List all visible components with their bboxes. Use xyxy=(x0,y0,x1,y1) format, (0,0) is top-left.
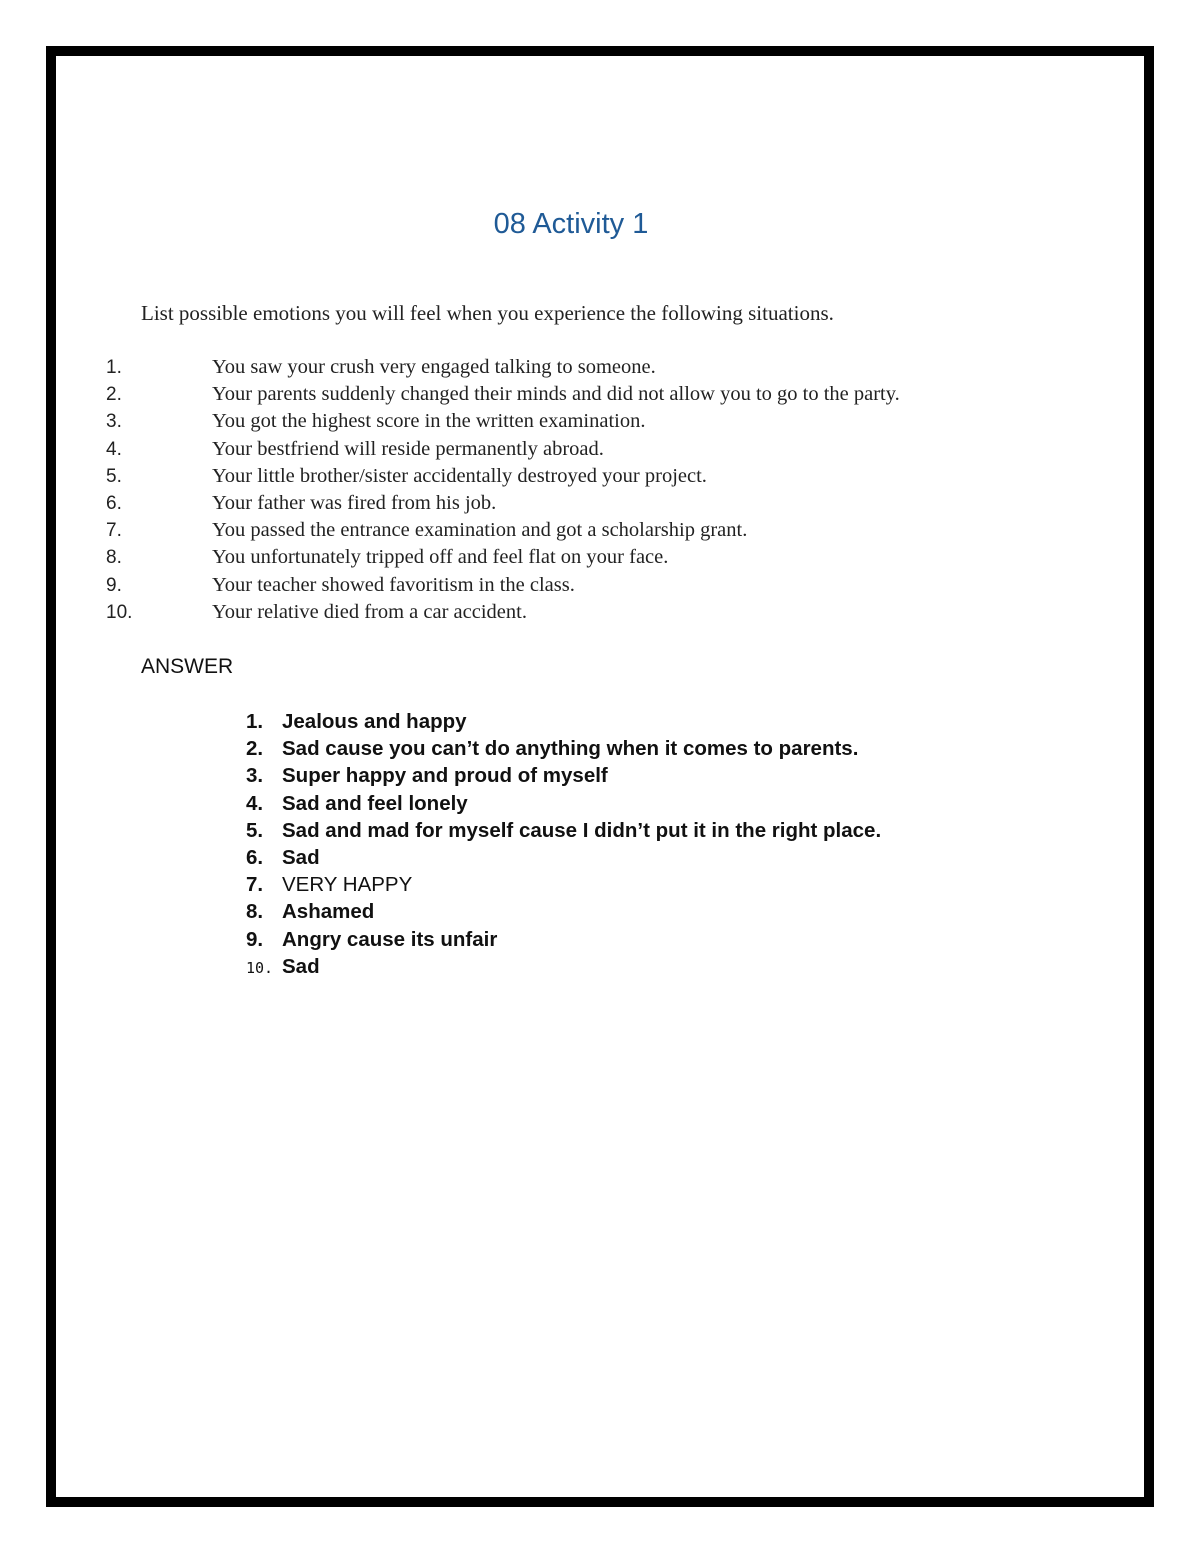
answer-number: 2. xyxy=(246,737,264,761)
situation-number: 1. xyxy=(106,357,122,378)
situation-text: Your bestfriend will reside permanently abroad. xyxy=(212,437,604,460)
situation-number: 3. xyxy=(106,411,122,433)
situation-text: You got the highest score in the written examination. xyxy=(212,410,646,433)
situation-number: 7. xyxy=(106,520,122,542)
answer-text: Super happy and proud of myself xyxy=(282,764,608,788)
situation-text: Your relative died from a car accident. xyxy=(212,600,527,623)
answer-number: 3. xyxy=(246,764,264,788)
situation-number: 8. xyxy=(106,547,122,569)
situation-text: You saw your crush very engaged talking to someone. xyxy=(212,356,656,378)
answer-text: VERY HAPPY xyxy=(282,873,413,897)
situation-text: You passed the entrance examination and got a scholarship grant. xyxy=(212,519,748,542)
answer-number: 10. xyxy=(246,958,274,977)
answer-text: Jealous and happy xyxy=(282,710,467,733)
situation-number: 4. xyxy=(106,438,122,460)
situation-text: Your little brother/sister accidentally destroyed your project. xyxy=(212,464,707,487)
answer-text: Angry cause its unfair xyxy=(282,927,498,951)
situation-number: 10. xyxy=(106,601,133,623)
page-title: 08 Activity 1 xyxy=(493,208,649,240)
situation-number: 9. xyxy=(106,574,122,596)
instructions: List possible emotions you will feel when you experience the following situations. xyxy=(141,301,834,325)
answer-text: Sad xyxy=(282,954,320,978)
answer-number: 8. xyxy=(246,900,264,924)
answer-number: 7. xyxy=(246,873,264,897)
situation-text: Your father was fired from his job. xyxy=(212,491,497,514)
situation-number: 5. xyxy=(106,465,122,487)
answer-number: 1. xyxy=(246,710,264,733)
situation-text: Your teacher showed favoritism in the class. xyxy=(212,573,575,596)
answer-text: Sad and mad for myself cause I didn’t put it in the right place. xyxy=(282,818,882,842)
answer-number: 9. xyxy=(246,927,264,951)
situation-number: 2. xyxy=(106,384,122,406)
answer-number: 4. xyxy=(246,791,264,815)
answer-text: Sad and feel lonely xyxy=(282,791,468,815)
answer-number: 6. xyxy=(246,845,264,869)
answer-text: Sad xyxy=(282,845,320,869)
answer-text: Sad cause you can’t do anything when it comes to parents. xyxy=(282,737,859,761)
situation-text: You unfortunately tripped off and feel flat on your face. xyxy=(212,546,669,569)
answer-heading: ANSWER xyxy=(141,655,234,678)
situation-text: Your parents suddenly changed their minds and did not allow you to go to the party. xyxy=(212,383,900,406)
answer-text: Ashamed xyxy=(282,900,375,924)
situation-number: 6. xyxy=(106,492,122,514)
answer-number: 5. xyxy=(246,818,264,842)
